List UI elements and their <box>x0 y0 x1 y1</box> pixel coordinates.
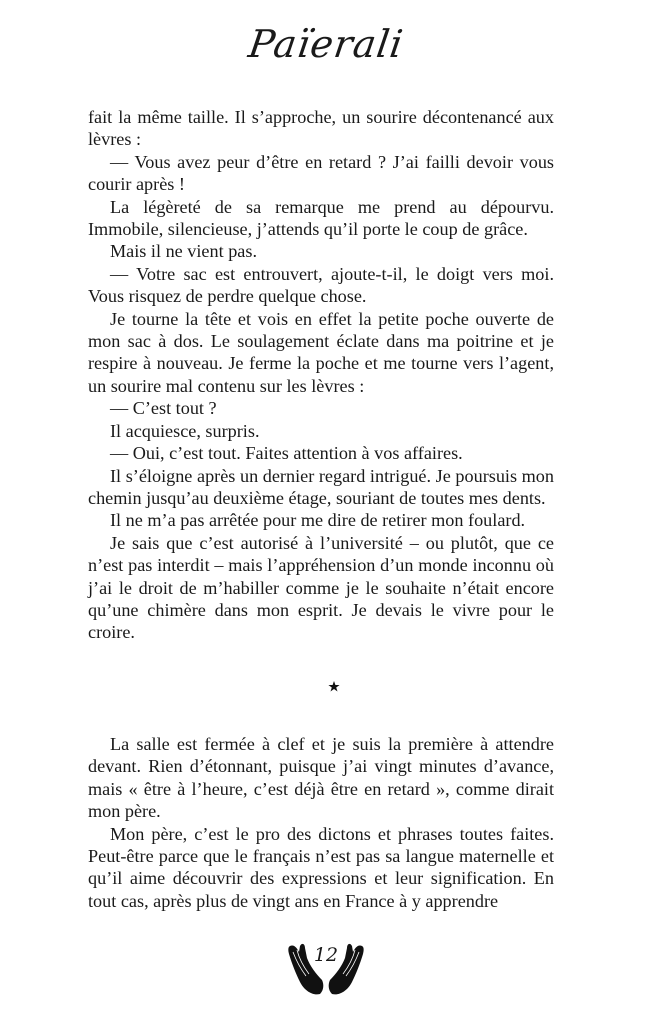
paragraph: Il ne m’a pas arrêtée pour me dire de retirer mon foulard. <box>110 510 526 531</box>
page-header <box>0 22 652 66</box>
text-block-2 <box>88 733 554 912</box>
paragraph: Je sais que c’est autorisé à l’université – ou plutôt, que ce n’est pas interdit – mais l’appréhension d’un monde inconnu où j’ai le droit de m’habiller comme je le souhaite n’était encore qu’une chimère dans mon esprit. Je devais le vivre pour le croire. <box>88 532 554 643</box>
crescent-star-icon <box>300 664 350 704</box>
paragraph: — Oui, c’est tout. Faites attention à vos affaires. <box>110 443 463 464</box>
page-footer <box>286 936 366 998</box>
paragraph: — C’est tout ? <box>110 398 217 419</box>
paragraph: La salle est fermée à clef et je suis la première à attendre devant. Rien d’étonnant, puisque j’ai vingt minutes d’avance, mais « être à l’heure, c’est déjà être en retard », comme dirait mon père. <box>88 734 554 822</box>
book-title: Païerali <box>245 22 407 66</box>
paragraph: Mais il ne vient pas. <box>110 241 257 262</box>
paragraph: Mon père, c’est le pro des dictons et phrases toutes faites. Peut-être parce que le français n’est pas sa langue maternelle et qu’il aime découvrir des expressions et leur signification. En tout cas, après plus de vingt ans en France à y apprendre <box>88 823 554 911</box>
paragraph: Je tourne la tête et vois en effet la petite poche ouverte de mon sac à dos. Le soulagement éclate dans ma poitrine et je respire à nouveau. Je ferme la poche et me tourne vers l’agent, un sourire mal contenu sur les lèvres : <box>88 308 554 396</box>
page-number: 12 <box>313 944 339 966</box>
paragraph: fait la même taille. Il s’approche, un sourire décontenancé aux lèvres : <box>88 107 554 150</box>
paragraph: La légèreté de sa remarque me prend au dépourvu. Immobile, silencieuse, j’attends qu’il porte le coup de grâce. <box>88 196 554 240</box>
paragraph: Il s’éloigne après un dernier regard intrigué. Je poursuis mon chemin jusqu’au deuxième étage, souriant de toutes mes dents. <box>88 465 554 508</box>
paragraph: — Votre sac est entrouvert, ajoute-t-il, le doigt vers moi. Vous risquez de perdre quelque chose. <box>88 263 554 307</box>
paragraph: Il acquiesce, surpris. <box>110 420 260 441</box>
paragraph: — Vous avez peur d’être en retard ? J’ai failli devoir vous courir après ! <box>88 151 554 195</box>
text-block-1 <box>88 106 554 644</box>
